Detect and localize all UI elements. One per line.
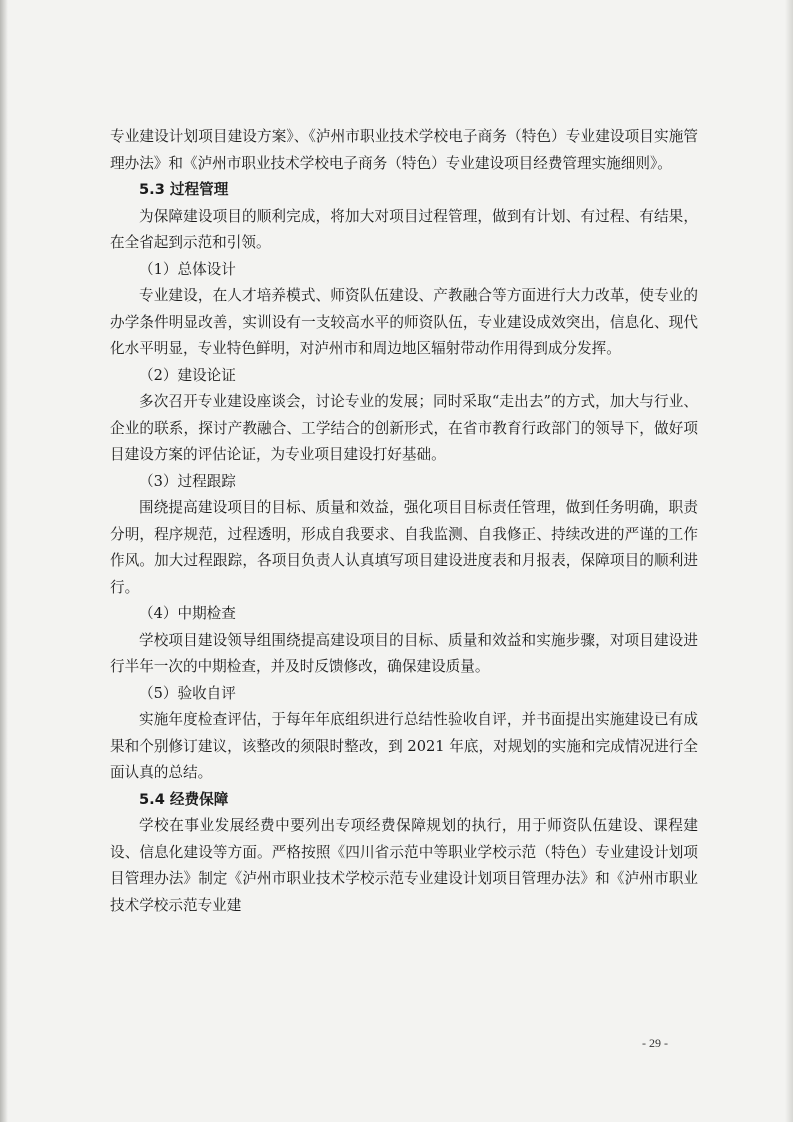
item-5-title: （5）验收自评 bbox=[139, 684, 236, 702]
section-heading-5-4: 5.4 经费保障 bbox=[139, 790, 229, 808]
item-2-body: 多次召开专业建设座谈会，讨论专业的发展；同时采取“走出去”的方式，加大与行业、企业的联系，探讨产教融合、工学结合的创新形式，在省市教育行政部门的领导下，做好项目建设方案的评估论证，为专业项目建设打好基础。 bbox=[110, 393, 698, 463]
page-body bbox=[110, 124, 698, 919]
item-3-title: （3）过程跟踪 bbox=[139, 472, 236, 490]
item-4-body: 学校项目建设领导组围绕提高建设项目的目标、质量和效益和实施步骤，对项目建设进行半年一次的中期检查，并及时反馈修改，确保建设质量。 bbox=[110, 631, 698, 675]
section-heading-5-3: 5.3 过程管理 bbox=[139, 181, 229, 198]
item-2-title: （2）建设论证 bbox=[139, 366, 236, 384]
scan-shadow-left bbox=[0, 0, 8, 1122]
page-number: - 29 - bbox=[642, 1036, 668, 1050]
item-5-body: 实施年度检查评估，于每年年底组织进行总结性验收自评，并书面提出实施建设已有成果和个别修订建议，该整改的须限时整改，到 2021 年底，对规划的实施和完成情况进行全面认真的总结。 bbox=[110, 711, 698, 781]
item-1-body: 专业建设，在人才培养模式、师资队伍建设、产教融合等方面进行大力改革，使专业的办学条件明显改善，实训设有一支较高水平的师资队伍，专业建设成效突出，信息化、现代化水平明显，专业特色鲜明，对泸州市和周边地区辐射带动作用得到成分发挥。 bbox=[110, 287, 698, 357]
section-5-4-body: 学校在事业发展经费中要列出专项经费保障规划的执行，用于师资队伍建设、课程建设、信息化建设等方面。严格按照《四川省示范中等职业学校示范（特色）专业建设计划项目管理办法》制定《泸州市职业技术学校示范专业建设计划项目管理办法》和《泸州市职业技术学校示范专业建 bbox=[110, 817, 698, 914]
continued-paragraph: 专业建设计划项目建设方案》、《泸州市职业技术学校电子商务（特色）专业建设项目实施管理办法》和《泸州市职业技术学校电子商务（特色）专业建设项目经费管理实施细则》。 bbox=[110, 128, 698, 172]
section-5-3-intro: 为保障建设项目的顺利完成，将加大对项目过程管理，做到有计划、有过程、有结果，在全省起到示范和引领。 bbox=[110, 207, 698, 251]
item-3-body: 围绕提高建设项目的目标、质量和效益，强化项目目标责任管理，做到任务明确，职责分明，程序规范，过程透明，形成自我要求、自我监测、自我修正、持续改进的严谨的工作作风。加大过程跟踪，各项目负责人认真填写项目建设进度表和月报表，保障项目的顺利进行。 bbox=[110, 499, 698, 596]
item-1-title: （1）总体设计 bbox=[139, 260, 236, 278]
item-4-title: （4）中期检查 bbox=[139, 605, 236, 622]
scan-shadow-right bbox=[785, 0, 793, 1122]
